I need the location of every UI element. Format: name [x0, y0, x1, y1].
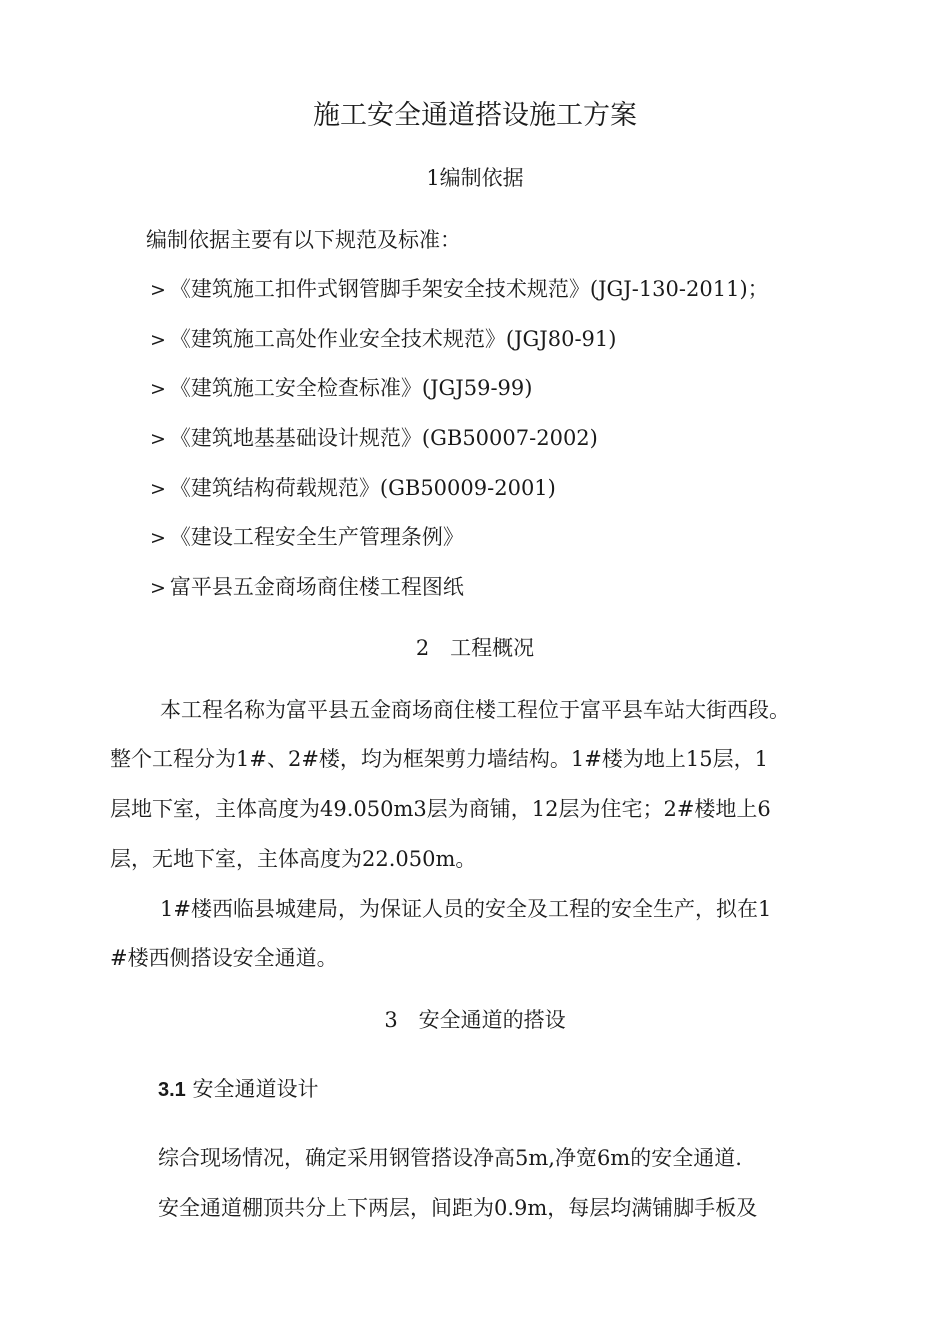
reference-item-text: 《建筑施工扣件式钢管脚手架安全技术规范》(JGJ-130-2011)；: [169, 277, 769, 301]
subsection-title: 安全通道设计: [192, 1077, 319, 1101]
bullet-arrow-icon: >: [150, 478, 166, 500]
bullet-arrow-icon: >: [150, 428, 166, 450]
overview-para2-line-2: #楼西侧搭设安全通道。: [110, 946, 338, 970]
section-3-heading: 3 安全通道的搭设: [384, 1008, 566, 1032]
reference-item-text: 《建设工程安全生产管理条例》: [169, 525, 464, 549]
reference-item-text: 《建筑结构荷载规范》(GB50009-2001): [169, 476, 556, 500]
section-2-heading: 2 工程概况: [415, 636, 535, 660]
section-1-intro: 编制依据主要有以下规范及标准：: [146, 228, 461, 252]
document-title: 施工安全通道搭设施工方案: [313, 100, 637, 131]
reference-item-2: [150, 324, 616, 355]
section-1-heading: 1编制依据: [426, 166, 524, 190]
reference-item-6: [150, 522, 464, 553]
bullet-arrow-icon: >: [150, 527, 166, 549]
overview-line-2: 整个工程分为1#、2#楼，均为框架剪力墙结构。1#楼为地上15层，1: [110, 747, 768, 771]
overview-line-1: 本工程名称为富平县五金商场商住楼工程位于富平县车站大街西段。: [160, 698, 790, 722]
design-para-1: 综合现场情况，确定采用钢管搭设净高5m,净宽6m的安全通道.: [158, 1146, 742, 1170]
reference-item-7: [150, 572, 464, 603]
overview-para2-line-1: 1#楼西临县城建局，为保证人员的安全及工程的安全生产，拟在1: [160, 897, 772, 921]
bullet-arrow-icon: >: [150, 329, 166, 351]
reference-item-text: 《建筑地基基础设计规范》(GB50007-2002): [169, 426, 598, 450]
overview-line-3: 层地下室，主体高度为49.050m3层为商铺，12层为住宅；2#楼地上6: [110, 797, 771, 821]
overview-line-4: 层，无地下室，主体高度为22.050m。: [110, 847, 477, 871]
reference-item-text: 《建筑施工高处作业安全技术规范》(JGJ80-91): [169, 327, 617, 351]
reference-item-text: 富平县五金商场商住楼工程图纸: [169, 575, 464, 599]
reference-item-1: [150, 274, 769, 305]
reference-item-4: [150, 423, 598, 454]
reference-item-3: [150, 373, 532, 404]
reference-item-text: 《建筑施工安全检查标准》(JGJ59-99): [169, 376, 533, 400]
reference-item-5: [150, 473, 556, 504]
design-para-2: 安全通道棚顶共分上下两层，间距为0.9m，每层均满铺脚手板及: [158, 1196, 758, 1220]
bullet-arrow-icon: >: [150, 279, 166, 301]
bullet-arrow-icon: >: [150, 378, 166, 400]
bullet-arrow-icon: >: [150, 577, 166, 599]
subsection-3-1-heading: [158, 1074, 319, 1105]
subsection-number: 3.1: [158, 1079, 186, 1101]
